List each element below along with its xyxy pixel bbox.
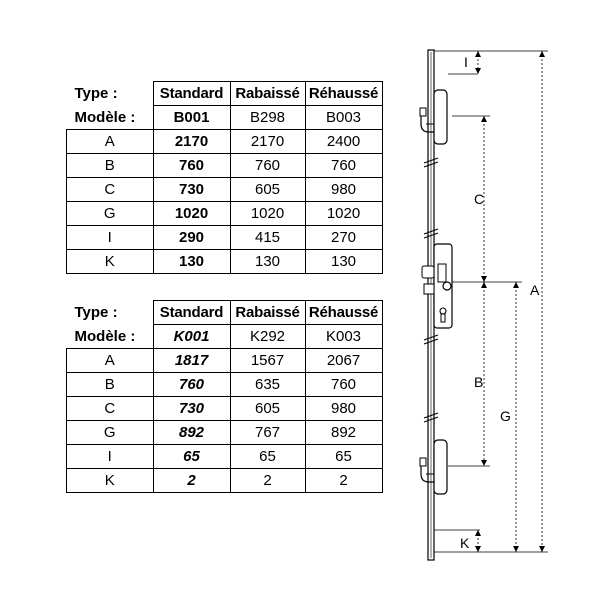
cell-rehausse: 2400 xyxy=(305,130,382,154)
cell-rabaisse: 65 xyxy=(230,445,305,469)
row-label: C xyxy=(67,397,154,421)
row-label: A xyxy=(67,130,154,154)
row-label: B xyxy=(67,154,154,178)
cell-rehausse: 980 xyxy=(305,397,382,421)
cell-rabaisse: 760 xyxy=(230,154,305,178)
cell-rehausse: 760 xyxy=(305,373,382,397)
cell-rabaisse: 767 xyxy=(230,421,305,445)
cell-standard: 760 xyxy=(153,373,230,397)
row-label: G xyxy=(67,202,154,226)
cell-rehausse: 65 xyxy=(305,445,382,469)
column-header-standard: Standard xyxy=(153,301,230,325)
model-rabaisse: K292 xyxy=(230,325,305,349)
dimension-label-b: B xyxy=(474,374,484,390)
row-label: I xyxy=(67,226,154,250)
cell-standard: 290 xyxy=(153,226,230,250)
cell-standard: 760 xyxy=(153,154,230,178)
type-label: Type : xyxy=(74,304,118,321)
cell-rehausse: 760 xyxy=(305,154,382,178)
cell-rehausse: 270 xyxy=(305,226,382,250)
cell-rabaisse: 2170 xyxy=(230,130,305,154)
column-header-standard: Standard xyxy=(153,82,230,106)
cell-rabaisse: 635 xyxy=(230,373,305,397)
model-standard: B001 xyxy=(153,106,230,130)
column-header-rehausse: Réhaussé xyxy=(305,301,382,325)
cell-rehausse: 980 xyxy=(305,178,382,202)
cell-rabaisse: 1567 xyxy=(230,349,305,373)
cell-rabaisse: 605 xyxy=(230,397,305,421)
central-lock-case xyxy=(422,244,452,328)
dimension-label-g: G xyxy=(500,408,511,424)
dimension-label-i: I xyxy=(464,54,468,70)
model-label: Modèle : xyxy=(74,108,136,126)
cell-standard: 130 xyxy=(153,250,230,274)
cell-rehausse: 892 xyxy=(305,421,382,445)
cell-standard: 2 xyxy=(153,469,230,493)
model-standard: K001 xyxy=(153,325,230,349)
cell-standard: 730 xyxy=(153,178,230,202)
cell-standard: 2170 xyxy=(153,130,230,154)
cell-rabaisse: 130 xyxy=(230,250,305,274)
type-label: Type : xyxy=(74,85,118,102)
model-rehausse: B003 xyxy=(305,106,382,130)
top-hook-bolt xyxy=(420,90,447,144)
row-label: B xyxy=(67,373,154,397)
cell-rabaisse: 1020 xyxy=(230,202,305,226)
row-label: G xyxy=(67,421,154,445)
model-rabaisse: B298 xyxy=(230,106,305,130)
cell-standard: 1020 xyxy=(153,202,230,226)
row-label: C xyxy=(67,178,154,202)
row-label: A xyxy=(67,349,154,373)
row-label: I xyxy=(67,445,154,469)
dimension-label-c: C xyxy=(474,191,485,207)
row-label: K xyxy=(67,469,154,493)
cell-rehausse: 2067 xyxy=(305,349,382,373)
model-label: Modèle : xyxy=(74,327,136,345)
cell-rehausse: 1020 xyxy=(305,202,382,226)
cell-rehausse: 130 xyxy=(305,250,382,274)
model-rehausse: K003 xyxy=(305,325,382,349)
column-header-rabaisse: Rabaissé xyxy=(230,301,305,325)
dimension-label-a: A xyxy=(530,282,540,298)
cell-rabaisse: 415 xyxy=(230,226,305,250)
column-header-rehausse: Réhaussé xyxy=(305,82,382,106)
dimension-arrows xyxy=(475,51,545,552)
cell-standard: 1817 xyxy=(153,349,230,373)
dimension-label-k: K xyxy=(460,535,470,551)
dimension-lines xyxy=(478,51,542,552)
row-label: K xyxy=(67,250,154,274)
cell-standard: 892 xyxy=(153,421,230,445)
cell-standard: 730 xyxy=(153,397,230,421)
cell-rabaisse: 2 xyxy=(230,469,305,493)
cell-rabaisse: 605 xyxy=(230,178,305,202)
cell-standard: 65 xyxy=(153,445,230,469)
bottom-hook-bolt xyxy=(420,440,447,494)
column-header-rabaisse: Rabaissé xyxy=(230,82,305,106)
cell-rehausse: 2 xyxy=(305,469,382,493)
